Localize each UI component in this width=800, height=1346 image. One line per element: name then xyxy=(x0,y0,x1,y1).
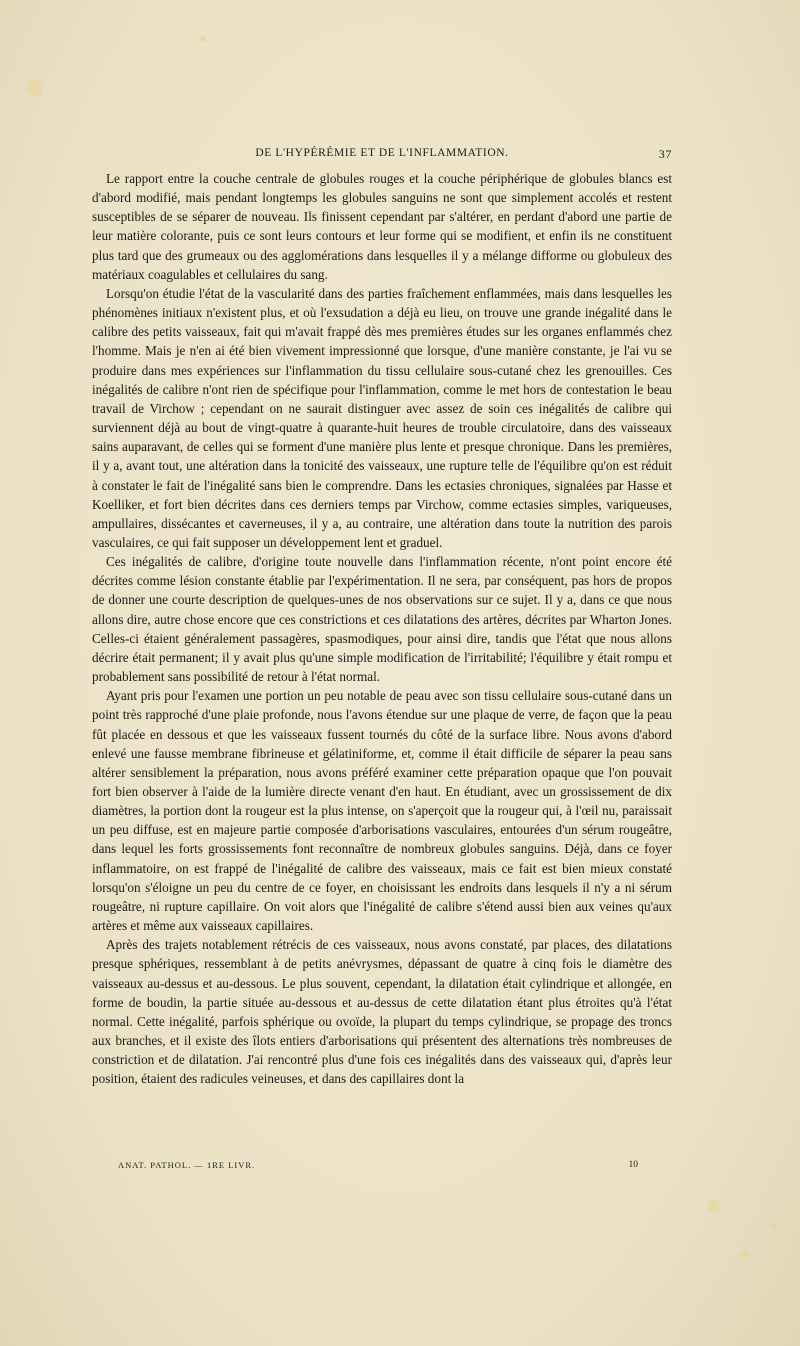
paragraph: Lorsqu'on étudie l'état de la vascularité dans des parties fraîchement enflammées, mais dans lesquelles les phénomènes initiaux n'existent plus, et où l'exsudation a déjà eu lieu, on trouve une grande inégalité dans le calibre des petits vaisseaux, fait qui m'avait frappé dès mes premières études sur les organes enflammés chez l'homme. Mais je n'en ai été bien vivement impressionné que lorsque, d'une manière constante, je l'ai vu se produire dans mes expériences sur l'inflammation du tissu cellulaire sous-cutané chez les grenouilles. Ces inégalités de calibre n'ont rien de spécifique pour l'inflammation, comme le met hors de contestation le beau travail de Virchow ; cependant on ne saurait distinguer avec assez de soin ces inégalités de calibre qui surviennent déjà au bout de vingt-quatre à quarante-huit heures de trouble circulatoire, dans des vaisseaux sains auparavant, de celles qui se forment d'une manière plus lente et presque chronique. Dans les premières, il y a, avant tout, une altération dans la tonicité des vaisseaux, une rupture telle de l'équilibre qu'on est réduit à constater le fait de l'inégalité sans bien le comprendre. Dans les ectasies chroniques, signalées par Hasse et Koelliker, et fort bien décrites dans ces derniers temps par Virchow, comme ectasies simples, variqueuses, ampullaires, dissécantes et caverneuses, il y a, au contraire, une altération dans toute la nutrition des parois vasculaires, ce qui fait supposer un développement lent et graduel. xyxy=(92,285,672,550)
paper-stain xyxy=(740,1250,749,1259)
body-text xyxy=(92,169,672,1089)
paragraph: Le rapport entre la couche centrale de globules rouges et la couche périphérique de globules blancs est d'abord modifié, mais pendant longtemps les globules sanguins ne sont que simplement accolés et restent susceptibles de se séparer de nouveau. Ils finissent cependant par s'altérer, en perdant d'abord une partie de leur matière colorante, puis ce sont leurs contours et leur forme qui se modifient, et enfin ils ne constituent plus tard que des grumeaux ou des agglomérations dans lesquelles il y a mélange difforme ou globuleux des matériaux coagulables et cellulaires du sang. xyxy=(92,171,672,282)
printer-signature: ANAT. PATHOL. — 1RE LIVR. xyxy=(118,1160,256,1170)
paper-stain xyxy=(28,80,42,96)
page-footer xyxy=(118,1160,638,1174)
paragraph: Ces inégalités de calibre, d'origine toute nouvelle dans l'inflammation récente, n'ont point encore été décrites comme lésion constante établie par l'expérimentation. Il ne sera, par conséquent, pas hors de propos de donner une courte description de quelques-unes de nos observations sur ce sujet. Il y a, dans ce que nous allons dire, autre chose encore que ces constrictions et ces dilatations des artères, décrites par Wharton Jones. Celles-ci étaient généralement passagères, spasmodiques, pour ainsi dire, tandis que l'état que nous allons décrire était permanent; il y avait plus qu'une simple modification de l'irritabilité; l'équilibre y était rompu et probablement sans possibilité de retour à l'état normal. xyxy=(92,554,672,685)
paragraph: Après des trajets notablement rétrécis de ces vaisseaux, nous avons constaté, par places, des dilatations presque sphériques, ressemblant à de petits anévrysmes, dépassant de quatre à cinq fois le diamètre des vaisseaux au-dessus et au-dessous. Le plus souvent, cependant, la dilatation était cylindrique et allongée, en forme de boudin, la partie située au-dessous et au-dessus de cette dilatation étant plus étroites qu'à l'état normal. Cette inégalité, parfois sphérique ou ovoïde, la plupart du temps cylindrique, se propage des troncs aux branches, et il existe des îlots entiers d'arborisations qui présentent des alternations très nombreuses de constriction et de dilatation. J'ai rencontré plus d'une fois ces inégalités dans des vaisseaux qui, d'après leur position, étaient des radicules veineuses, et dans des capillaires dont la xyxy=(92,937,672,1087)
sheet-number: 10 xyxy=(628,1160,638,1170)
paper-stain xyxy=(708,1200,720,1212)
running-title: DE L'HYPÉRÉMIE ET DE L'INFLAMMATION. xyxy=(255,147,509,159)
paper-stain xyxy=(770,1222,777,1229)
running-header xyxy=(92,147,672,167)
paragraph: Ayant pris pour l'examen une portion un peu notable de peau avec son tissu cellulaire sous-cutané dans un point très rapproché d'une plaie profonde, nous l'avons étendue sur une plaque de verre, de façon que la peau fût placée en dessous et que les vaisseaux fussent tournés du côté de la surface libre. Nous avons d'abord enlevé une fausse membrane fibrineuse et gélatiniforme, et, comme il était difficile de séparer la peau sans altérer sensiblement la préparation, nous avons préféré examiner cette préparation opaque que l'on pouvait fort bien observer à l'aide de la lumière directe venant d'en haut. En étudiant, avec un grossissement de dix diamètres, la portion dont la rougeur est la plus intense, on s'aperçoit que la rougeur qui, à l'œil nu, paraissait un peu diffuse, est en majeure partie composée d'arborisations vasculaires, entourées d'un sérum rougeâtre, dans lequel les forts grossissements font reconnaître de nombreux globules sanguins. Déjà, dans ce foyer inflammatoire, on est frappé de l'inégalité de calibre des vaisseaux, mais ce fait est bien mieux constaté lorsqu'on s'éloigne un peu du centre de ce foyer, en choisissant les endroits dans lesquels il n'y a ni sérum rougeâtre, ni rupture capillaire. On voit alors que l'inégalité de calibre s'étend aussi bien aux veines qu'aux artères et même aux vaisseaux capillaires. xyxy=(92,688,672,934)
page-number: 37 xyxy=(658,147,672,161)
paper-stain xyxy=(200,36,206,42)
